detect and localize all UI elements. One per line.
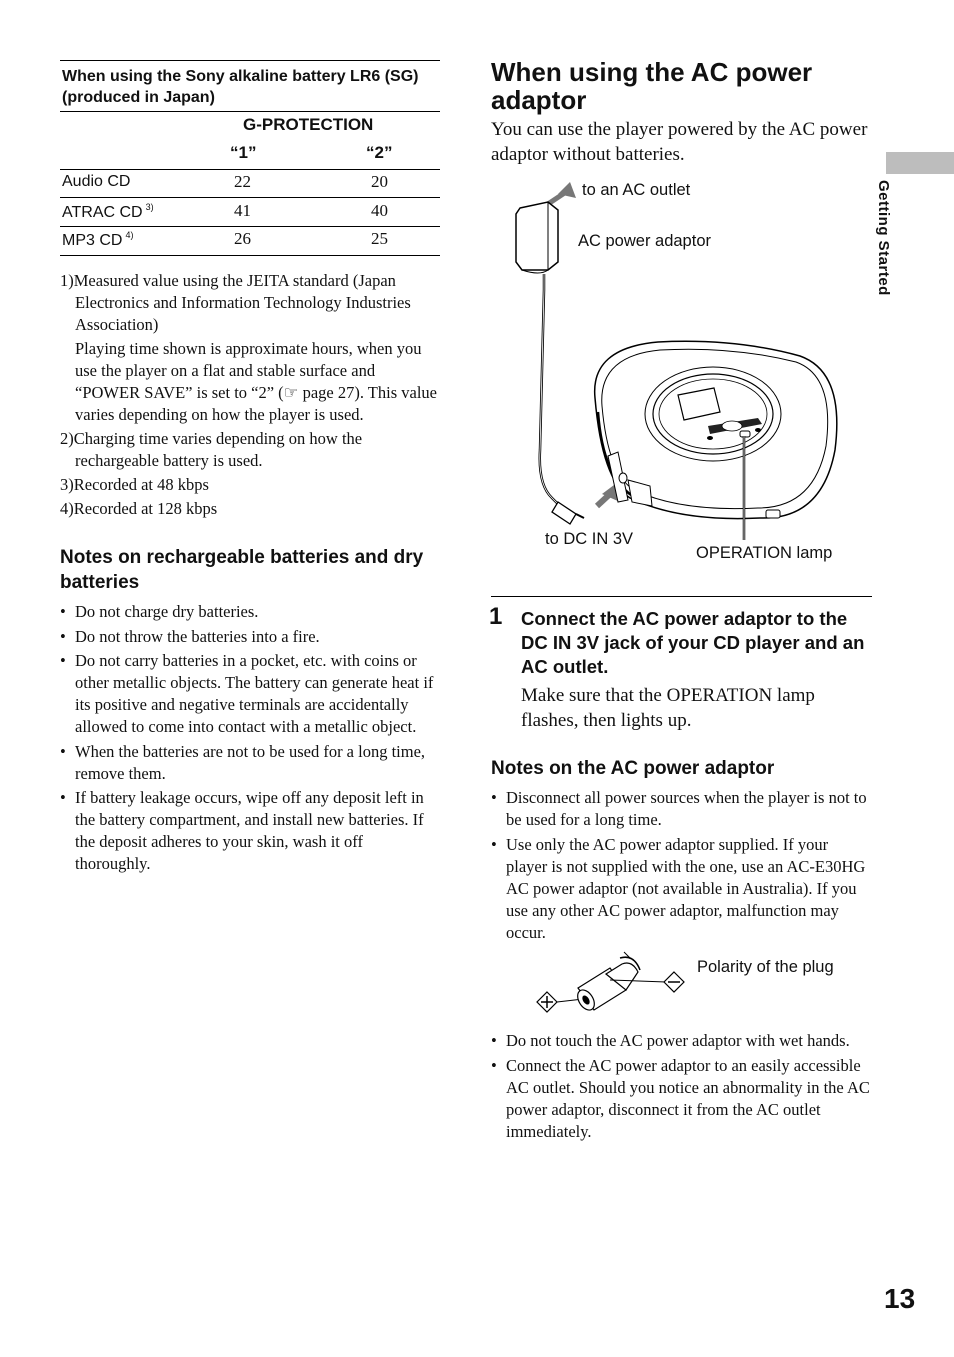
list-item: • Do not throw the batteries into a fire. bbox=[60, 626, 440, 648]
step-number: 1 bbox=[489, 603, 503, 630]
cell-value: 41 bbox=[234, 201, 251, 220]
label-ac-power-adaptor: AC power adaptor bbox=[578, 232, 711, 250]
table-top-rule bbox=[60, 60, 440, 61]
section-tab-label bbox=[872, 180, 912, 320]
arrow-up-right-icon bbox=[548, 182, 576, 204]
label-to-dc-in: to DC IN 3V bbox=[545, 530, 634, 548]
table-bottom-rule bbox=[60, 255, 440, 256]
table-rule bbox=[60, 169, 440, 170]
row-label: ATRAC CD bbox=[62, 204, 143, 221]
list-item: • If battery leakage occurs, wipe off any deposit left in the battery compartment, and install new batteries. If the deposit adheres to your skin, wash it off thoroughly. bbox=[60, 787, 440, 875]
table-group-header: G-PROTECTION bbox=[243, 115, 374, 134]
row-label: MP3 CD bbox=[62, 232, 123, 249]
table-rule bbox=[60, 197, 440, 198]
step-detail: Make sure that the OPERATION lamp flashes, then lights up. bbox=[521, 685, 815, 731]
table-rule bbox=[60, 111, 440, 112]
list-item: • Use only the AC power adaptor supplied. If your player is not supplied with the one, use an AC-E30HG AC power adaptor (not available in Australia). If you use any other AC power adaptor, malfunction may occur. bbox=[491, 834, 873, 944]
notes-adaptor-heading: Notes on the AC power adaptor bbox=[491, 758, 775, 779]
row-label: Audio CD bbox=[62, 173, 131, 190]
footnote-ref: 3) bbox=[145, 202, 154, 212]
footnote-4: 4)Recorded at 128 kbps bbox=[60, 499, 218, 518]
cd-player-icon bbox=[595, 341, 837, 540]
footnote-2: 2)Charging time varies depending on how the rechargeable battery is used. bbox=[60, 429, 363, 470]
cell-value: 26 bbox=[234, 229, 251, 248]
section-tab-text: Getting Started bbox=[875, 180, 892, 296]
section-tab-marker bbox=[886, 152, 954, 174]
plug-polarity-diagram bbox=[530, 948, 690, 1020]
footnote-ref: 4) bbox=[125, 230, 134, 240]
notes-adaptor-list-b bbox=[491, 1030, 873, 1145]
list-item: • When the batteries are not to be used for a long time, remove them. bbox=[60, 741, 440, 785]
battery-life-table bbox=[60, 60, 440, 260]
footnotes bbox=[60, 270, 444, 520]
list-item: • Do not touch the AC power adaptor with wet hands. bbox=[491, 1030, 873, 1052]
section-divider bbox=[491, 596, 872, 597]
notes-adaptor-list-a bbox=[491, 787, 873, 946]
table-col-header-1: “1” bbox=[230, 143, 257, 162]
step-instruction: Connect the AC power adaptor to the DC IN 3V jack of your CD player and an AC outlet. bbox=[521, 608, 865, 677]
plus-icon bbox=[537, 992, 557, 1012]
dc-plug-icon bbox=[552, 502, 584, 524]
list-item: • Do not carry batteries in a pocket, etc. with coins or other metallic objects. The battery can generate heat if its positive and negative terminals are accidentally allowed to come into contact with a metallic object. bbox=[60, 650, 440, 738]
label-operation-lamp: OPERATION lamp bbox=[696, 544, 833, 562]
section-intro: You can use the player powered by the AC power adaptor without batteries. bbox=[491, 119, 868, 165]
minus-icon bbox=[664, 972, 684, 992]
footnote-3: 3)Recorded at 48 kbps bbox=[60, 475, 209, 494]
notes-batteries-heading: Notes on rechargeable batteries and dry batteries bbox=[60, 547, 424, 593]
list-item: • Connect the AC power adaptor to an easily accessible AC outlet. Should you notice an abnormality in the AC power adaptor, disconnect it from the AC outlet immediately. bbox=[491, 1055, 873, 1143]
section-title: When using the AC power adaptor bbox=[491, 57, 813, 115]
footnote-1-continued: Playing time shown is approximate hours, when you use the player on a flat and stable surface and “POWER SAVE” is set to “2” (☞ page 27). This value varies depending on how the player is used. bbox=[75, 339, 437, 424]
ac-adaptor-icon bbox=[516, 202, 558, 273]
cell-value: 40 bbox=[371, 201, 388, 220]
list-item: • Disconnect all power sources when the player is not to be used for a long time. bbox=[491, 787, 873, 831]
list-item: • Do not charge dry batteries. bbox=[60, 601, 440, 623]
page-number: 13 bbox=[884, 1283, 916, 1314]
table-title: When using the Sony alkaline battery LR6 (SG) (produced in Japan) bbox=[62, 68, 419, 106]
table-col-header-2: “2” bbox=[366, 143, 393, 162]
label-to-ac-outlet: to an AC outlet bbox=[582, 181, 691, 199]
label-polarity: Polarity of the plug bbox=[697, 958, 834, 976]
cell-value: 22 bbox=[234, 172, 251, 191]
dc-plug-icon bbox=[574, 952, 640, 1013]
table-rule bbox=[60, 226, 440, 227]
footnote-1: 1)Measured value using the JEITA standard (Japan Electronics and Information Technology Industries Association) bbox=[60, 271, 411, 334]
cell-value: 25 bbox=[371, 229, 388, 248]
cell-value: 20 bbox=[371, 172, 388, 191]
notes-batteries-list bbox=[60, 601, 440, 878]
